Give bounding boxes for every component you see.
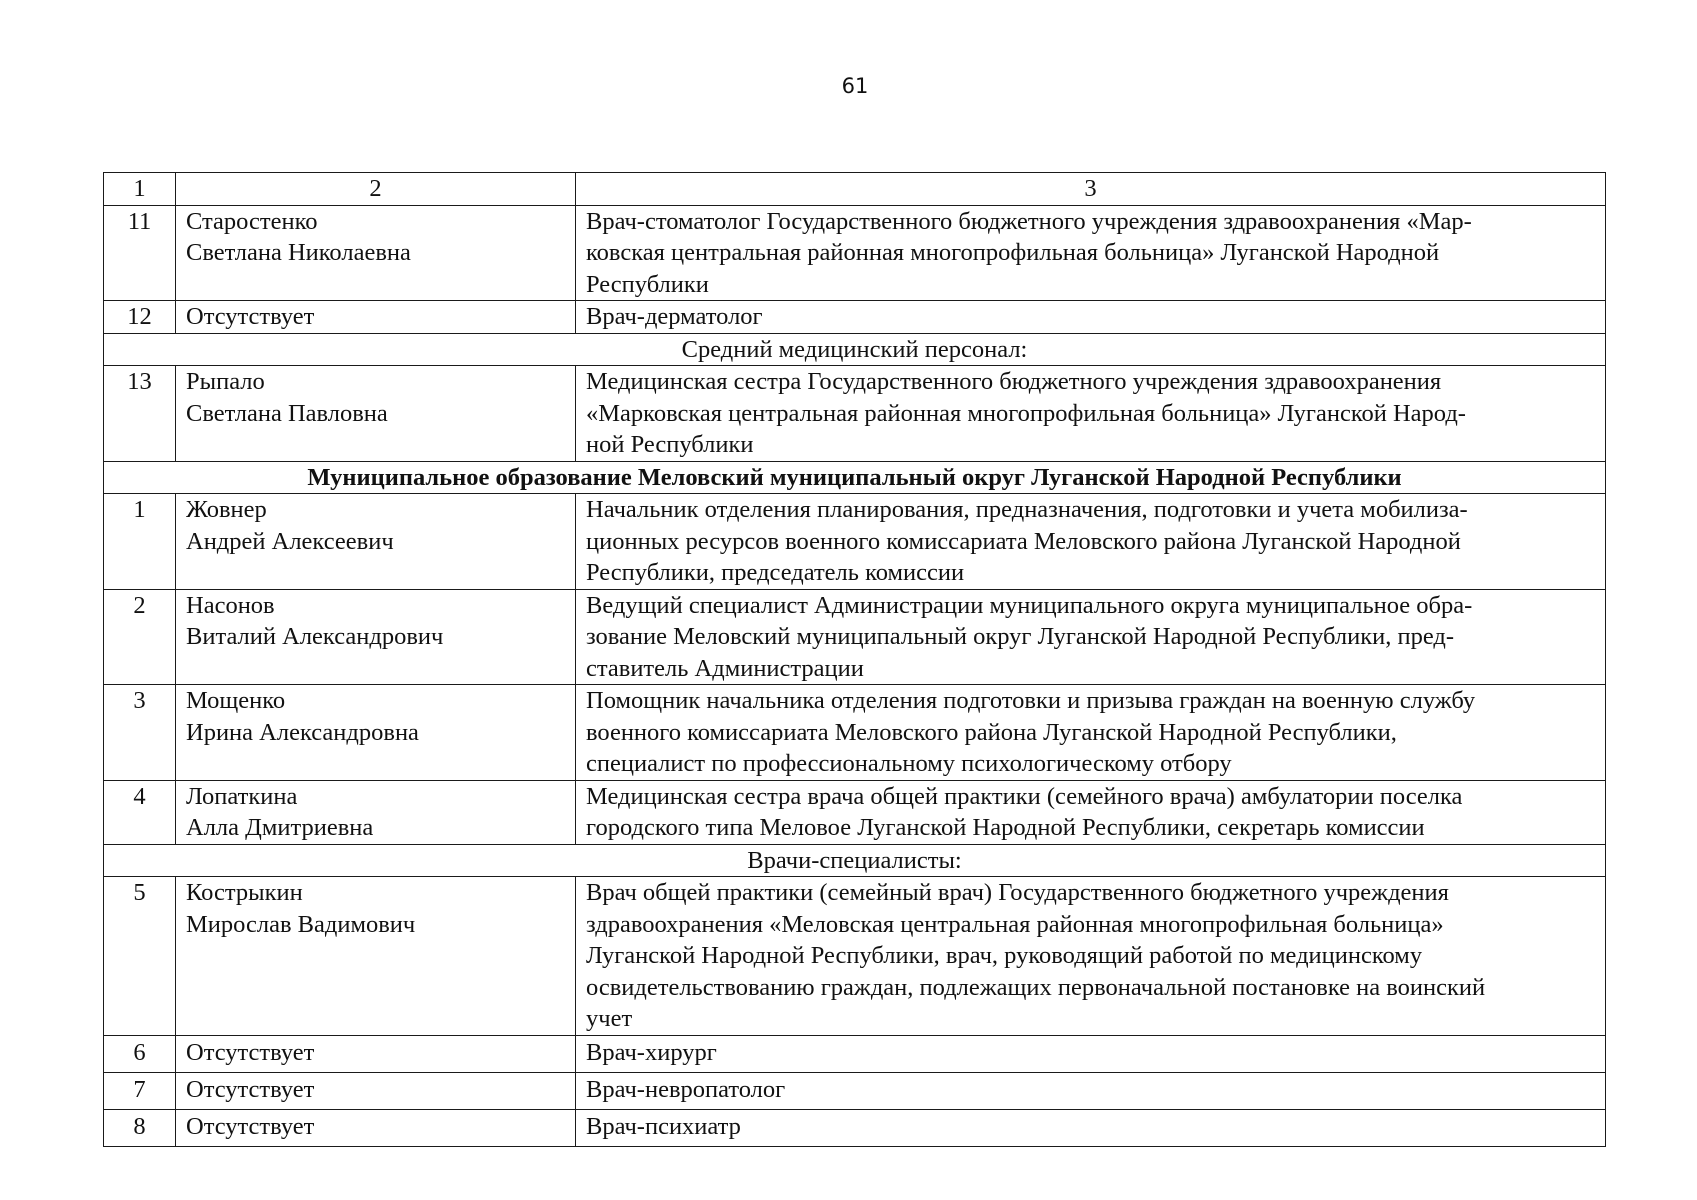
- row-number: 5: [104, 877, 176, 1036]
- position-line: Врач-дерматолог: [586, 303, 763, 330]
- position-line: специалист по профессиональному психологическому отбору: [586, 750, 1232, 777]
- position-line: Луганской Народной Республики, врач, руководящий работой по медицинскому: [586, 942, 1423, 969]
- name-line: Отсутствует: [186, 1112, 315, 1140]
- position-line: военного комиссариата Меловского района Луганской Народной Республики,: [586, 718, 1397, 746]
- row-number: 8: [104, 1109, 176, 1146]
- table-row: [104, 301, 1606, 334]
- row-number: 1: [104, 494, 176, 590]
- member-position: [576, 1035, 1606, 1072]
- position-line: зование Меловский муниципальный округ Луганской Народной Республики, пред-: [586, 623, 1455, 650]
- table-row: [104, 780, 1606, 844]
- member-name: [176, 366, 576, 462]
- member-position: [576, 1072, 1606, 1109]
- section-header-row: [104, 844, 1606, 877]
- header-cell: 1: [104, 173, 176, 206]
- commission-table: [103, 172, 1606, 1147]
- member-name: [176, 685, 576, 781]
- row-number: 13: [104, 366, 176, 462]
- member-position: [576, 205, 1606, 301]
- table-row: [104, 494, 1606, 590]
- name-line: Жовнер: [186, 496, 267, 523]
- member-name: [176, 1109, 576, 1146]
- page-number: 61: [841, 74, 869, 98]
- table-row: [104, 366, 1606, 462]
- row-number: 6: [104, 1035, 176, 1072]
- row-number: 12: [104, 301, 176, 334]
- member-position: [576, 1109, 1606, 1146]
- position-line: ционных ресурсов военного комиссариата Меловского района Луганской Народной: [586, 527, 1461, 555]
- member-position: [576, 301, 1606, 334]
- name-line: Старостенко: [186, 207, 318, 235]
- table-row: [104, 1035, 1606, 1072]
- position-line: Республики, председатель комиссии: [586, 559, 965, 586]
- header-cell: 3: [576, 173, 1606, 206]
- name-line: Отсутствует: [186, 1038, 315, 1066]
- name-line: Насонов: [186, 591, 275, 619]
- position-line: ставитель Администрации: [586, 654, 864, 682]
- position-line: «Марковская центральная районная многопрофильная больница» Луганской Народ-: [586, 399, 1466, 427]
- name-line: Андрей Алексеевич: [186, 527, 394, 555]
- row-number: 3: [104, 685, 176, 781]
- name-line: Мирослав Вадимович: [186, 910, 416, 938]
- name-line: Алла Дмитриевна: [186, 814, 374, 841]
- name-line: Светлана Павловна: [186, 399, 388, 427]
- row-number: 4: [104, 780, 176, 844]
- position-line: Врач-хирург: [586, 1038, 717, 1066]
- member-name: [176, 877, 576, 1036]
- row-number: 2: [104, 589, 176, 685]
- position-line: Начальник отделения планирования, предназначения, подготовки и учета мобилиза-: [586, 496, 1468, 523]
- position-line: ной Республики: [586, 431, 754, 458]
- member-position: [576, 877, 1606, 1036]
- position-line: Врач-невропатолог: [586, 1075, 786, 1103]
- member-name: [176, 494, 576, 590]
- table-row: [104, 1072, 1606, 1109]
- row-number: 7: [104, 1072, 176, 1109]
- member-name: [176, 589, 576, 685]
- position-line: ковская центральная районная многопрофильная больница» Луганской Народной: [586, 239, 1440, 266]
- position-line: Ведущий специалист Администрации муниципального округа муниципальное обра-: [586, 591, 1473, 619]
- position-line: Врач общей практики (семейный врач) Государственного бюджетного учреждения: [586, 879, 1449, 906]
- table-row: [104, 1109, 1606, 1146]
- section-title: Врачи-специалисты:: [104, 844, 1606, 877]
- section-title: Средний медицинский персонал:: [104, 333, 1606, 366]
- position-line: Помощник начальника отделения подготовки и призыва граждан на военную службу: [586, 687, 1476, 714]
- position-line: Врач-психиатр: [586, 1112, 741, 1140]
- name-line: Лопаткина: [186, 782, 298, 810]
- table-row: [104, 877, 1606, 1036]
- name-line: Рыпало: [186, 368, 265, 395]
- position-line: Республики: [586, 270, 709, 298]
- table-row: [104, 589, 1606, 685]
- name-line: Отсутствует: [186, 303, 315, 330]
- member-name: [176, 301, 576, 334]
- section-title: Муниципальное образование Меловский муниципальный округ Луганской Народной Республики: [104, 461, 1606, 494]
- member-position: [576, 366, 1606, 462]
- position-line: учет: [586, 1005, 633, 1032]
- name-line: Мощенко: [186, 687, 286, 714]
- member-name: [176, 780, 576, 844]
- name-line: Ирина Александровна: [186, 718, 419, 746]
- position-line: здравоохранения «Меловская центральная районная многопрофильная больница»: [586, 910, 1444, 938]
- name-line: Виталий Александрович: [186, 623, 444, 650]
- name-line: Кострыкин: [186, 879, 303, 906]
- name-line: Отсутствует: [186, 1075, 315, 1103]
- member-position: [576, 780, 1606, 844]
- name-line: Светлана Николаевна: [186, 239, 411, 266]
- position-line: городского типа Меловое Луганской Народной Республики, секретарь комиссии: [586, 814, 1425, 841]
- member-name: [176, 1035, 576, 1072]
- position-line: Медицинская сестра врача общей практики (семейного врача) амбулатории поселка: [586, 782, 1463, 810]
- header-row: [104, 173, 1606, 206]
- member-name: [176, 205, 576, 301]
- member-position: [576, 685, 1606, 781]
- position-line: Врач-стоматолог Государственного бюджетного учреждения здравоохранения «Мар-: [586, 207, 1472, 235]
- table-row: [104, 205, 1606, 301]
- table-row: [104, 685, 1606, 781]
- member-position: [576, 494, 1606, 590]
- section-header-row: [104, 461, 1606, 494]
- position-line: Медицинская сестра Государственного бюджетного учреждения здравоохранения: [586, 368, 1442, 395]
- section-header-row: [104, 333, 1606, 366]
- member-position: [576, 589, 1606, 685]
- position-line: освидетельствованию граждан, подлежащих первоначальной постановке на воинский: [586, 973, 1486, 1001]
- header-cell: 2: [176, 173, 576, 206]
- row-number: 11: [104, 205, 176, 301]
- member-name: [176, 1072, 576, 1109]
- table-body: [104, 173, 1606, 1147]
